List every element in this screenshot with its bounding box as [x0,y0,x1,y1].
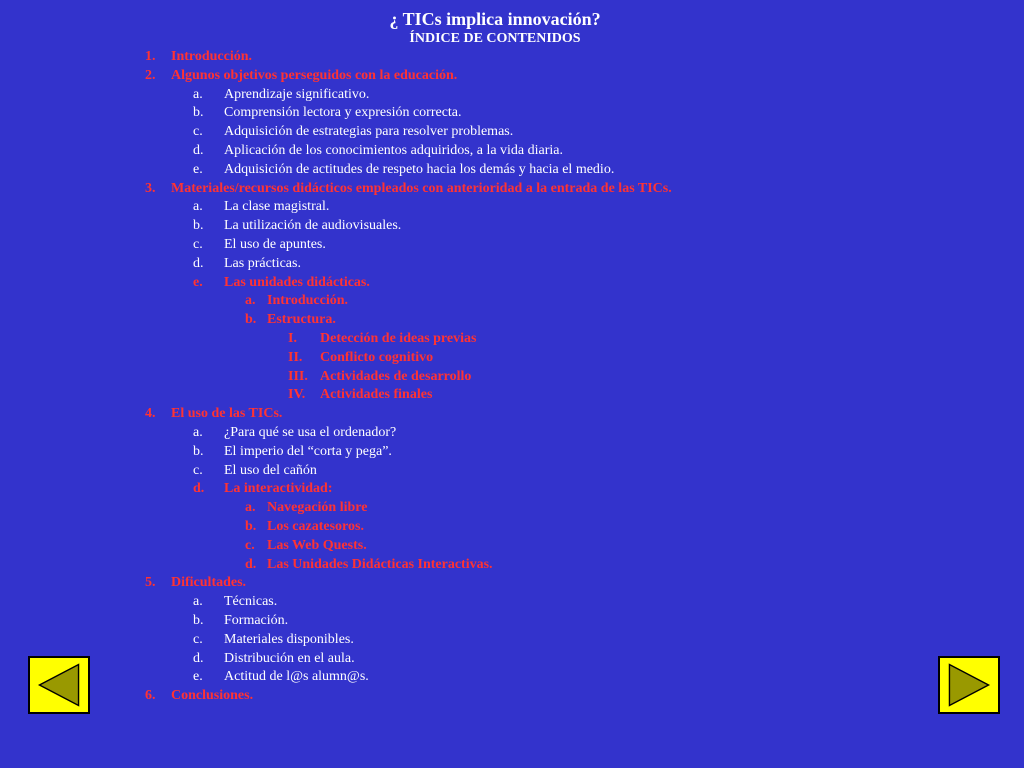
toc-item-text[interactable]: Conflicto cognitivo [320,349,434,365]
toc-item [0,123,1024,142]
toc-item[interactable] [0,311,1024,330]
toc-item-marker: b. [193,443,204,459]
toc-item-marker: d. [245,556,257,572]
toc-item-marker: e. [193,669,203,685]
toc-item[interactable] [0,480,1024,499]
toc-item[interactable] [0,330,1024,349]
toc-item[interactable] [0,499,1024,518]
toc-item-text[interactable]: Actividades finales [320,387,433,403]
toc-item[interactable] [0,180,1024,199]
page-subtitle: ÍNDICE DE CONTENIDOS [409,31,581,46]
toc-item-marker: a. [245,293,256,309]
toc-item-text[interactable]: Introducción. [171,49,253,64]
toc-item-text: Adquisición de estrategias para resolver problemas. [224,124,514,140]
toc-item-text[interactable]: Las unidades didácticas. [224,274,370,290]
toc-item-text[interactable]: El uso de las TICs. [171,406,283,422]
toc-item-text[interactable]: Navegación libre [267,500,368,516]
toc-item[interactable] [0,574,1024,593]
toc-item-text[interactable]: La interactividad: [224,481,333,497]
previous-slide-button[interactable] [28,656,90,714]
toc-item-text[interactable]: Actividades de desarrollo [320,368,472,384]
toc-item-text: Adquisición de actitudes de respeto hacia los demás y hacia el medio. [224,161,615,177]
toc-item-marker: 4. [145,406,156,422]
toc-item-text: Formación. [224,612,289,628]
toc-item[interactable] [0,687,1024,706]
next-slide-button[interactable] [938,656,1000,714]
toc-item-marker: a. [193,86,203,102]
toc-item-marker: b. [193,105,204,121]
toc-item [0,236,1024,255]
toc-item-text[interactable]: Dificultades. [171,575,247,591]
toc-item-marker: b. [245,312,257,328]
toc-item-marker: d. [193,481,205,497]
toc-item-text[interactable]: Detección de ideas previas [320,330,477,346]
toc-item [0,161,1024,180]
triangle-right-icon [940,658,998,712]
toc-item-text[interactable]: Las Web Quests. [267,537,367,553]
toc-item-marker: 1. [145,49,156,64]
toc-item-text: Las prácticas. [224,255,301,271]
toc-item[interactable] [0,292,1024,311]
toc-item-text: Aprendizaje significativo. [224,86,370,102]
toc-item-marker: III. [288,368,308,384]
toc-item-marker: a. [193,199,203,215]
toc-item-marker: e. [193,274,203,290]
toc-item-text: El imperio del “corta y pega”. [224,443,392,459]
toc-item-marker: b. [193,218,204,234]
toc-item-marker: c. [193,124,203,140]
toc-item-marker: d. [193,142,204,158]
toc-item [0,612,1024,631]
toc-item-marker: c. [193,236,203,252]
toc-item-text[interactable]: Materiales/recursos didácticos empleados con anterioridad a la entrada de las TICs. [171,180,672,196]
toc-item[interactable] [0,349,1024,368]
toc-item-text: Distribución en el aula. [224,650,355,666]
toc-item[interactable] [0,518,1024,537]
toc-item[interactable] [0,368,1024,387]
toc-item-marker: a. [193,594,203,610]
toc-item-marker: c. [245,537,255,553]
toc-item-text[interactable]: Introducción. [267,293,349,309]
toc-item-text: El uso de apuntes. [224,236,326,252]
toc-item[interactable] [0,405,1024,424]
toc-item[interactable] [0,386,1024,405]
toc-item[interactable] [0,48,1024,67]
toc-item-text[interactable]: Las Unidades Didácticas Interactivas. [267,556,493,572]
page-title: ¿ TICs implica innovación? [389,9,601,29]
toc-item-marker: II. [288,349,303,365]
toc-item-text: Actitud de l@s alumn@s. [224,669,369,685]
toc-item-marker: 2. [145,67,156,83]
toc-item [0,424,1024,443]
toc-item [0,255,1024,274]
toc-item-marker: b. [193,612,204,628]
toc-item [0,650,1024,669]
toc-item [0,443,1024,462]
toc-item-text: El uso del cañón [224,462,317,478]
toc-item [0,198,1024,217]
toc-item-marker: a. [193,424,203,440]
table-of-contents [0,48,1024,706]
toc-item-marker: c. [193,631,203,647]
toc-item-text: La clase magistral. [224,199,330,215]
toc-item-marker: 5. [145,575,156,591]
toc-item[interactable] [0,556,1024,575]
toc-item-marker: d. [193,650,204,666]
toc-item-marker: 3. [145,180,156,196]
toc-item [0,142,1024,161]
toc-item [0,668,1024,687]
toc-item-text[interactable]: Los cazatesoros. [267,518,364,534]
toc-item[interactable] [0,67,1024,86]
toc-item-text: Materiales disponibles. [224,631,354,647]
toc-item-text: Aplicación de los conocimientos adquiridos, a la vida diaria. [224,142,564,158]
toc-item [0,593,1024,612]
toc-item-text: Técnicas. [224,594,278,610]
toc-item-marker: IV. [288,387,306,403]
toc-item [0,86,1024,105]
toc-item[interactable] [0,537,1024,556]
toc-item-marker: b. [245,518,257,534]
toc-item [0,462,1024,481]
triangle-left-icon [30,658,88,712]
toc-item-marker: e. [193,161,203,177]
toc-item-marker: a. [245,500,256,516]
toc-item [0,104,1024,123]
toc-item-text[interactable]: Conclusiones. [171,688,254,704]
toc-item [0,631,1024,650]
toc-item-text: Comprensión lectora y expresión correcta. [224,105,462,121]
toc-item-text: ¿Para qué se usa el ordenador? [224,424,397,440]
toc-item [0,217,1024,236]
toc-item-text: La utilización de audiovisuales. [224,218,402,234]
toc-item[interactable] [0,274,1024,293]
toc-item-marker: c. [193,462,203,478]
toc-item-marker: 6. [145,688,156,704]
toc-item-text[interactable]: Algunos objetivos perseguidos con la educación. [171,67,458,83]
toc-item-text[interactable]: Estructura. [267,312,336,328]
toc-item-marker: I. [288,330,297,346]
toc-item-marker: d. [193,255,204,271]
